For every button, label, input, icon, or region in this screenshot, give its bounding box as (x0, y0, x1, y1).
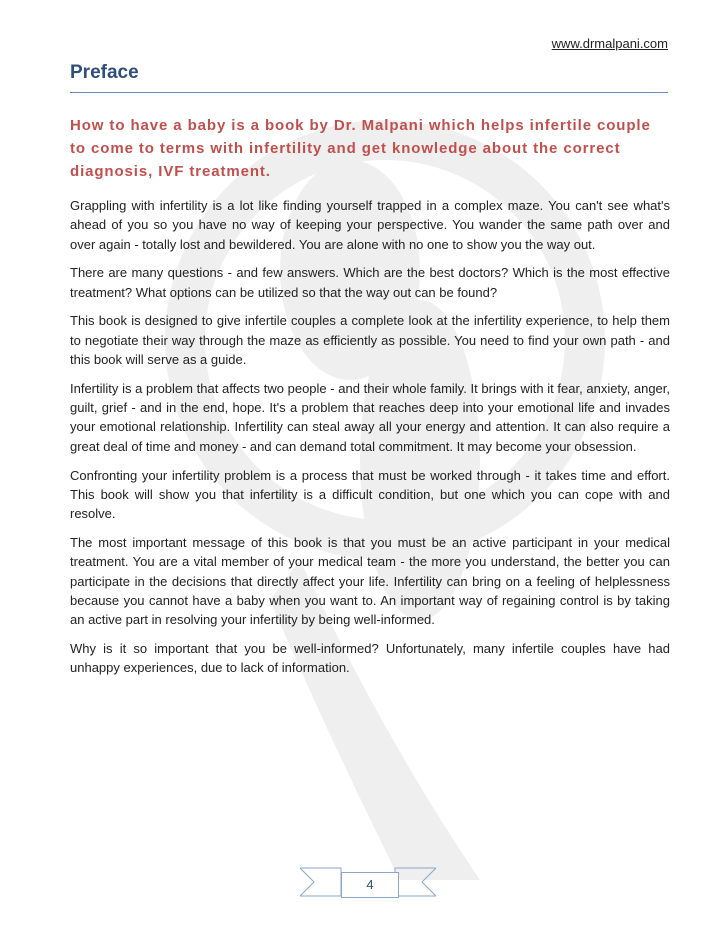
page-title: Preface (70, 62, 139, 83)
body-text (70, 196, 670, 687)
paragraph: This book is designed to give infertile couples a complete look at the infertility experience, to help them to negotiate their way through the maze as efficiently as possible. You need to find your own path - and this book will serve as a guide. (70, 313, 670, 368)
intro-heading: How to have a baby is a book by Dr. Malpani which helps infertile couple to come to terms with infertility and get knowledge about the correct diagnosis, IVF treatment. (70, 117, 651, 180)
page-number: 4 (341, 872, 399, 898)
title-divider (70, 92, 668, 93)
paragraph: Grappling with infertility is a lot like finding yourself trapped in a complex maze. You can't see what's ahead of you so you have no way of keeping your perspective. You wander the same path over and over again - totally lost and bewildered. You are alone with no one to show you the way out. (70, 198, 670, 252)
paragraph: Infertility is a problem that affects two people - and their whole family. It brings with it fear, anxiety, anger, guilt, grief - and in the end, hope. It's a problem that reaches deep into your emotional life and invades your emotional relationship. Infertility can steal away all your energy and attention. It can also require a great deal of time and money - and can demand total commitment. It may become your obsession. (70, 380, 670, 454)
site-url[interactable]: www.drmalpani.com (551, 36, 668, 51)
paragraph: There are many questions - and few answers. Which are the best doctors? Which is the most effective treatment? What options can be utilized so that the way out can be found? (70, 265, 670, 300)
paragraph: The most important message of this book is that you must be an active participant in your medical treatment. You are a vital member of your medical team - the more you understand, the better you can participate in the decisions that directly affect your life. Infertility can bring on a feeling of helplessness because you cannot have a baby when you want to. An important way of regaining control is by taking an active part in resolving your infertility by being well-informed. (70, 534, 670, 628)
paragraph: Why is it so important that you be well-informed? Unfortunately, many infertile couples have had unhappy experiences, due to lack of information. (70, 640, 670, 676)
paragraph: Confronting your infertility problem is a process that must be worked through - it takes time and effort. This book will show you that infertility is a difficult condition, but one which you can cope with and resolve. (70, 467, 670, 522)
